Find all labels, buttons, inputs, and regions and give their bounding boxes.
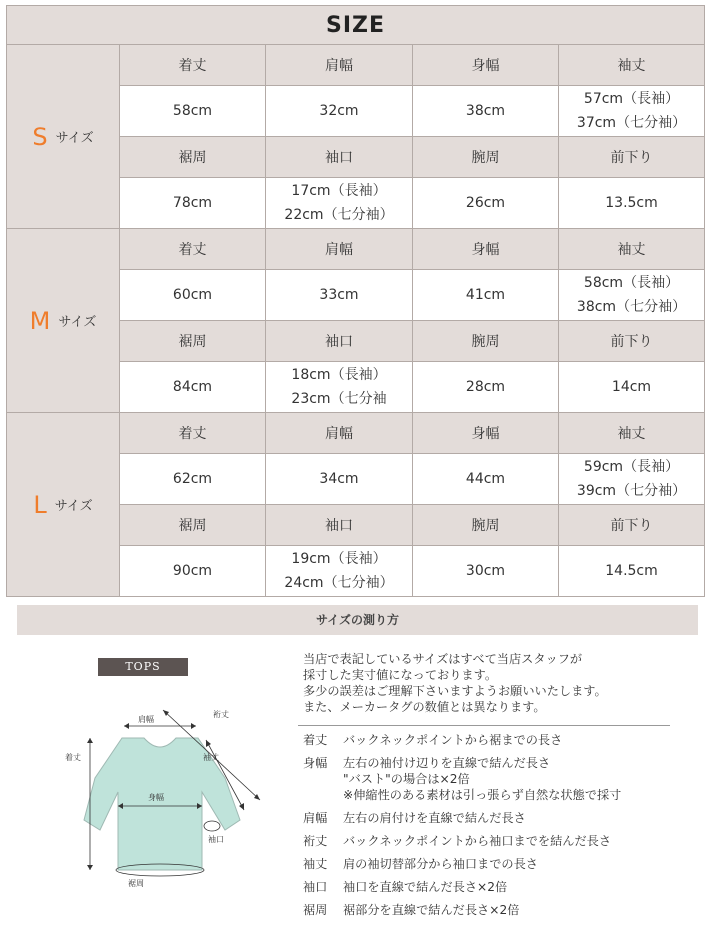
intro-line: 多少の誤差はご理解下さいますようお願いいたします。 (303, 684, 607, 698)
value-line: 59cm（長袖） (583, 459, 680, 475)
method-row (303, 833, 683, 849)
method-line: ※伸縮性のある素材は引っ張らず自然な状態で採寸 (343, 788, 622, 802)
header-cell: 腕周 (413, 505, 559, 546)
value-cell: 14.5cm (559, 546, 705, 597)
header-cell: 着丈 (120, 45, 266, 86)
size-letter: S (32, 122, 48, 151)
method-line: 裾部分を直線で結んだ長さ×2倍 (343, 903, 520, 917)
value-cell (559, 270, 705, 321)
size-label-cell (7, 413, 120, 597)
value-cell: 62cm (120, 454, 266, 505)
value-cell: 44cm (413, 454, 559, 505)
value-cell (266, 178, 413, 229)
header-cell: 着丈 (120, 229, 266, 270)
intro-line: また、メーカータグの数値とは異なります。 (303, 700, 546, 714)
label-yuki-take: 裄丈 (213, 710, 229, 719)
size-letter: L (33, 490, 47, 519)
header-cell: 身幅 (413, 45, 559, 86)
method-line: 左右の肩付けを直線で結んだ長さ (343, 811, 526, 825)
value-line: 17cm（長袖） (291, 183, 387, 199)
method-line: バックネックポイントから袖口までを結んだ長さ (343, 834, 612, 848)
method-description (343, 732, 683, 748)
intro-line: 採寸した実寸値になっております。 (303, 668, 498, 682)
value-cell: 14cm (559, 362, 705, 413)
header-cell: 袖丈 (559, 229, 705, 270)
header-cell: 袖丈 (559, 413, 705, 454)
label-mi-haba: 身幅 (148, 793, 164, 802)
intro-line: 当店で表記しているサイズはすべて当店スタッフが (303, 652, 583, 666)
value-line: 24cm（七分袖） (284, 575, 394, 591)
garment-diagram (60, 680, 280, 890)
method-row (303, 732, 683, 748)
measure-intro (303, 651, 673, 715)
method-term: 袖丈 (303, 857, 328, 871)
header-cell: 裾周 (120, 321, 266, 362)
size-label-cell (7, 45, 120, 229)
size-table-row (7, 45, 705, 86)
size-suffix: サイズ (58, 314, 97, 330)
header-cell: 肩幅 (266, 45, 413, 86)
value-cell: 84cm (120, 362, 266, 413)
header-cell: 裾周 (120, 137, 266, 178)
label-suso-mawari: 裾周 (128, 879, 144, 888)
value-cell: 90cm (120, 546, 266, 597)
header-cell: 前下り (559, 321, 705, 362)
header-cell: 袖口 (266, 505, 413, 546)
value-cell: 38cm (413, 86, 559, 137)
value-cell: 30cm (413, 546, 559, 597)
method-description (343, 879, 683, 895)
method-row (303, 879, 683, 895)
label-kata-haba: 肩幅 (138, 715, 154, 724)
value-line: 39cm（七分袖） (576, 483, 687, 499)
header-cell: 着丈 (120, 413, 266, 454)
value-cell: 13.5cm (559, 178, 705, 229)
value-line: 23cm（七分袖 (291, 391, 387, 407)
value-cell: 26cm (413, 178, 559, 229)
value-cell (559, 86, 705, 137)
label-sode-guchi: 袖口 (208, 835, 224, 844)
header-cell: 肩幅 (266, 413, 413, 454)
method-line: バックネックポイントから裾までの長さ (343, 733, 563, 747)
value-line: 38cm（七分袖） (576, 299, 687, 315)
method-line: 肩の袖切替部分から袖口までの長さ (343, 857, 538, 871)
method-term: 肩幅 (303, 811, 328, 825)
value-cell: 58cm (120, 86, 266, 137)
value-line: 57cm（長袖） (583, 91, 680, 107)
value-line: 19cm（長袖） (291, 551, 387, 567)
value-line: 37cm（七分袖） (576, 115, 687, 131)
tops-label: TOPS (98, 658, 188, 676)
header-cell: 前下り (559, 505, 705, 546)
method-row (303, 856, 683, 872)
value-cell: 28cm (413, 362, 559, 413)
method-row (303, 810, 683, 826)
header-cell: 袖口 (266, 321, 413, 362)
method-description (343, 755, 683, 803)
header-cell: 腕周 (413, 321, 559, 362)
method-term: 裄丈 (303, 834, 328, 848)
method-line: 左右の袖付け辺りを直線で結んだ長さ (343, 756, 551, 770)
size-table-row (7, 229, 705, 270)
method-row (303, 755, 683, 803)
value-cell (559, 454, 705, 505)
header-cell: 前下り (559, 137, 705, 178)
size-suffix: サイズ (55, 130, 94, 146)
method-line: "バスト"の場合は×2倍 (343, 772, 470, 786)
value-cell: 33cm (266, 270, 413, 321)
value-cell: 41cm (413, 270, 559, 321)
header-cell: 肩幅 (266, 229, 413, 270)
size-label-cell (7, 229, 120, 413)
value-cell: 34cm (266, 454, 413, 505)
value-cell: 60cm (120, 270, 266, 321)
label-sode-take: 袖丈 (203, 753, 219, 762)
header-cell: 身幅 (413, 229, 559, 270)
sode-guchi-mark (204, 821, 220, 831)
size-letter: M (29, 306, 51, 335)
value-line: 22cm（七分袖） (284, 207, 394, 223)
value-cell (266, 546, 413, 597)
header-cell: 袖口 (266, 137, 413, 178)
method-description (343, 833, 683, 849)
method-term: 裾周 (303, 903, 328, 917)
measure-guide-header: サイズの測り方 (17, 605, 698, 635)
divider (298, 725, 670, 726)
size-table-title: SIZE (7, 6, 705, 45)
header-cell: 袖丈 (559, 45, 705, 86)
size-table (6, 5, 705, 597)
header-cell: 腕周 (413, 137, 559, 178)
value-cell: 78cm (120, 178, 266, 229)
header-cell: 裾周 (120, 505, 266, 546)
label-kitake: 着丈 (65, 753, 81, 762)
method-description (343, 810, 683, 826)
size-suffix: サイズ (54, 498, 93, 514)
measure-method-list (303, 732, 683, 925)
method-term: 袖口 (303, 880, 328, 894)
method-term: 着丈 (303, 733, 328, 747)
value-line: 18cm（長袖） (291, 367, 387, 383)
value-cell (266, 362, 413, 413)
value-line: 58cm（長袖） (583, 275, 680, 291)
size-table-row (7, 413, 705, 454)
value-cell: 32cm (266, 86, 413, 137)
method-line: 袖口を直線で結んだ長さ×2倍 (343, 880, 508, 894)
method-term: 身幅 (303, 756, 328, 770)
header-cell: 身幅 (413, 413, 559, 454)
method-description (343, 856, 683, 872)
